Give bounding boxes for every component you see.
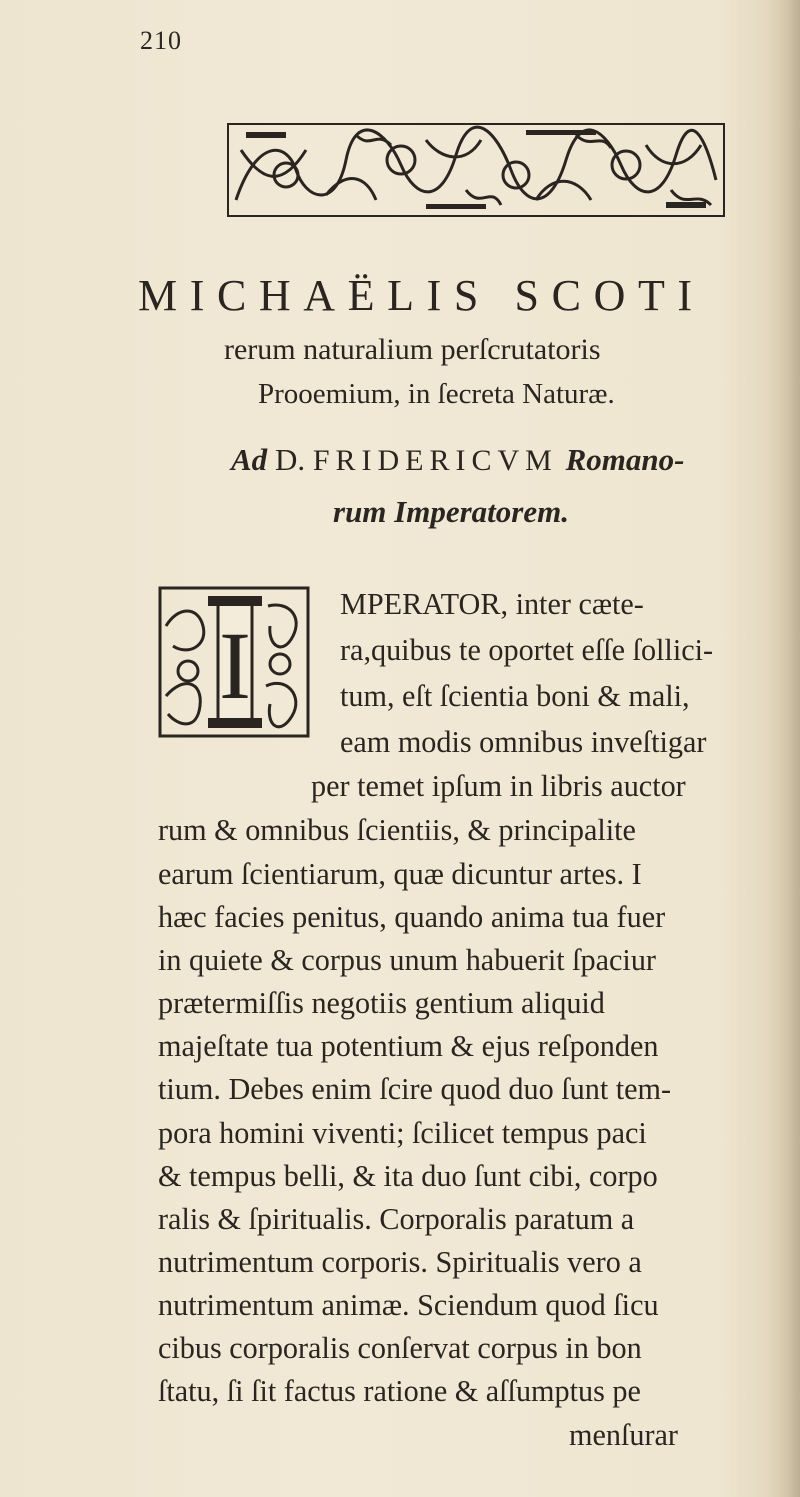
body-line-10: prætermiſſis negotiis gentium aliquid (158, 986, 605, 1020)
body-line-19: ſtatu, ſi ſit factus ratione & aſſumptus pe (158, 1374, 641, 1408)
headpiece-ornament (226, 120, 726, 220)
dedication-line-2: rum Imperatorem. (333, 494, 569, 529)
title-author: MICHAËLIS SCOTI (138, 271, 705, 320)
body-line-4: eam modis omnibus inveſtigar (340, 725, 707, 759)
body-line-9: in quiete & corpus unum habuerit ſpaciur (158, 943, 656, 977)
body-line-3: tum, eſt ſcientia boni & mali, (340, 679, 690, 713)
decorated-initial-i (158, 586, 310, 738)
body-line-20: menſurar (569, 1418, 678, 1452)
body-line-18: cibus corporalis conſervat corpus in bon (158, 1331, 642, 1365)
dedication-ad: Ad (231, 442, 268, 477)
body-line-2: ra,quibus te oportet eſſe ſollici- (340, 633, 714, 667)
dedication-name: FRIDERICVM (312, 444, 558, 477)
initial-letter: I (219, 612, 251, 719)
dedication-line-1 (231, 442, 684, 478)
dedication-d: D. (274, 442, 306, 477)
body-line-6: rum & omnibus ſcientiis, & principalite (158, 813, 636, 847)
body-line-12: tium. Debes enim ſcire quod duo ſunt tem- (158, 1072, 672, 1106)
body-line-14: & tempus belli, & ita duo ſunt cibi, corpo (158, 1159, 658, 1193)
body-line-16: nutrimentum corporis. Spiritualis vero a (158, 1245, 642, 1279)
body-line-11: majeſtate tua potentium & ejus reſponden (158, 1029, 659, 1063)
title-prooemium: Prooemium, in ſecreta Naturæ. (258, 378, 615, 410)
body-line-15: ralis & ſpiritualis. Corporalis paratum a (158, 1202, 635, 1236)
title-subtitle: rerum naturalium perſcrutatoris (224, 333, 601, 366)
dedication-romano: Romano- (565, 442, 685, 477)
page-edge-shadow (766, 0, 800, 1497)
body-line-5: per temet ipſum in libris auctor (311, 769, 686, 803)
body-line-1: MPERATOR, inter cæte- (340, 587, 644, 621)
body-line-17: nutrimentum animæ. Sciendum quod ſicu (158, 1288, 659, 1322)
body-line-13: pora homini viventi; ſcilicet tempus paci (158, 1116, 647, 1150)
page-number: 210 (140, 26, 182, 55)
body-line-7: earum ſcientiarum, quæ dicuntur artes. I (158, 857, 642, 891)
body-line-8: hæc facies penitus, quando anima tua fuer (158, 900, 666, 934)
